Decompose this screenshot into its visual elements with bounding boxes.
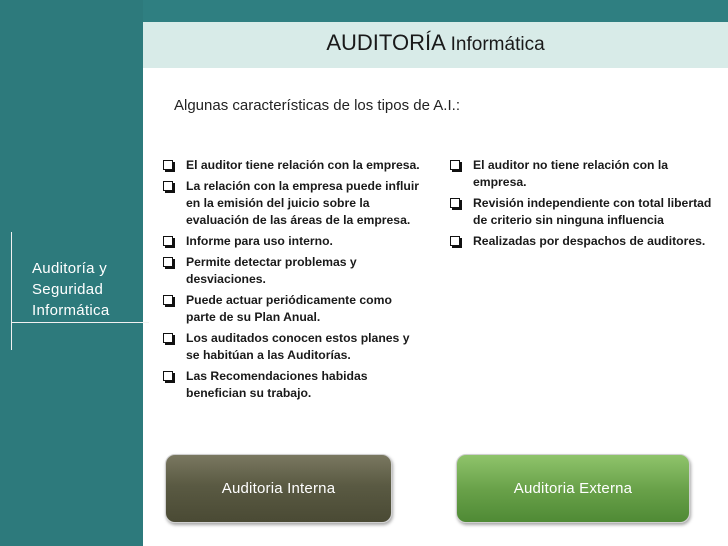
external-characteristics-list [445, 157, 715, 254]
list-item-text: El auditor no tiene relación con la empresa. [473, 158, 669, 189]
list-item-text: Realizadas por despachos de auditores. [473, 234, 706, 248]
title-main: AUDITORÍA [326, 30, 451, 55]
auditoria-interna-button[interactable]: Auditoria Interna [165, 454, 392, 523]
list-item-text: Permite detectar problemas y desviaciones. [186, 255, 357, 286]
list-item-text: El auditor tiene relación con la empresa. [186, 158, 420, 172]
checkbox-bullet-icon [163, 333, 173, 343]
checkbox-bullet-icon [450, 236, 460, 246]
list-item [158, 254, 420, 288]
list-item-text: Las Recomendaciones habidas benefician su trabajo. [186, 369, 368, 400]
slide-title [143, 30, 728, 56]
list-item-text: La relación con la empresa puede influir en la emisión del juicio sobre la evaluación de las áreas de la empresa. [186, 179, 419, 227]
checkbox-bullet-icon [163, 257, 173, 267]
list-item [445, 157, 715, 191]
slide-subtitle: Algunas características de los tipos de A.I.: [174, 97, 460, 114]
list-item-text: Los auditados conocen estos planes y se habitúan a las Auditorías. [186, 331, 410, 362]
list-item [158, 368, 420, 402]
checkbox-bullet-icon [163, 160, 173, 170]
checkbox-bullet-icon [450, 198, 460, 208]
auditoria-externa-button[interactable]: Auditoria Externa [456, 454, 690, 523]
list-item-text: Informe para uso interno. [186, 234, 333, 248]
list-item-text: Revisión independiente con total libertad de criterio sin ninguna influencia [473, 196, 712, 227]
list-item [158, 292, 420, 326]
list-item [158, 330, 420, 364]
checkbox-bullet-icon [163, 181, 173, 191]
side-label: Auditoría y Seguridad Informática [32, 260, 110, 319]
checkbox-bullet-icon [163, 295, 173, 305]
checkbox-bullet-icon [163, 236, 173, 246]
internal-characteristics-list [158, 157, 420, 406]
title-sub: Informática [450, 34, 545, 55]
side-horizontal-line [11, 322, 149, 323]
checkbox-bullet-icon [163, 371, 173, 381]
side-vertical-line [11, 232, 12, 350]
checkbox-bullet-icon [450, 160, 460, 170]
list-item [158, 233, 420, 250]
list-item [158, 178, 420, 229]
list-item [158, 157, 420, 174]
list-item [445, 195, 715, 229]
list-item [445, 233, 715, 250]
list-item-text: Puede actuar periódicamente como parte de su Plan Anual. [186, 293, 392, 324]
